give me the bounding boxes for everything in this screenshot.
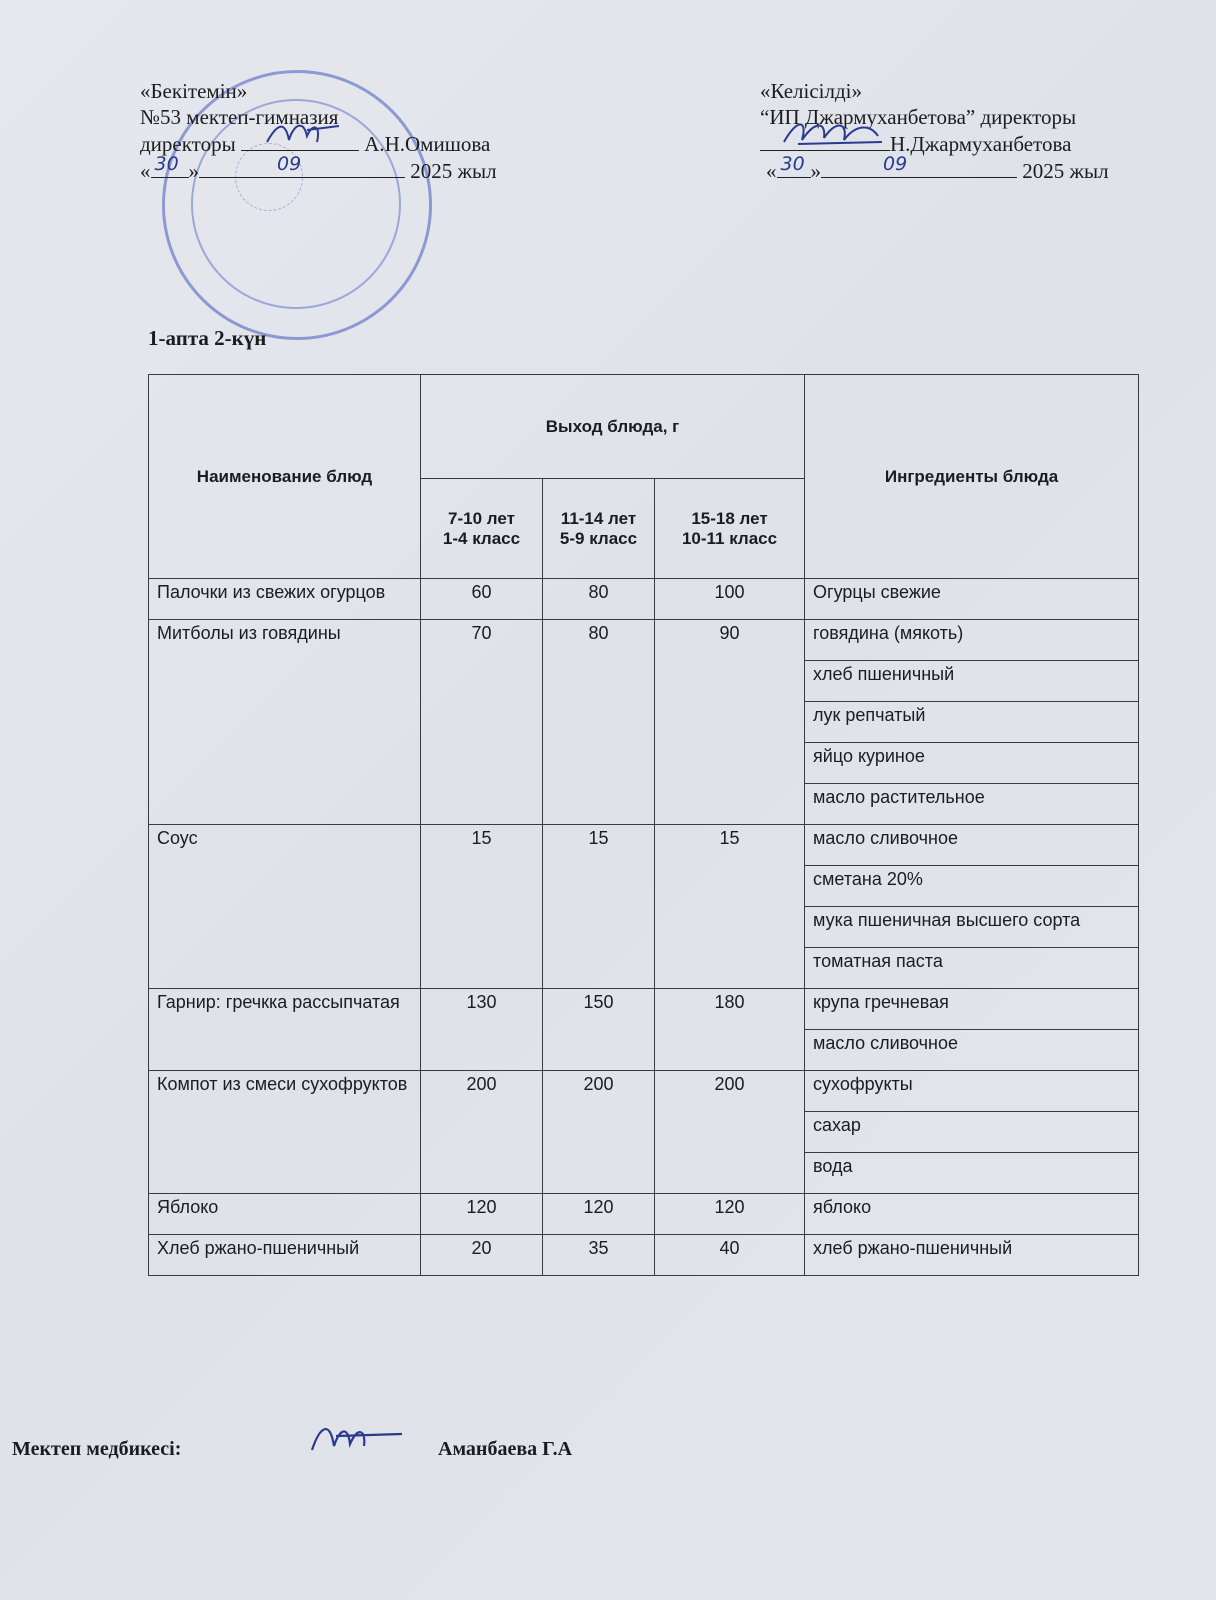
ingredient: говядина (мякоть): [805, 620, 1139, 661]
class-range: 1-4 класс: [442, 528, 521, 548]
ingredient: лук репчатый: [805, 702, 1139, 743]
table-row: [149, 825, 1139, 866]
dish-output-group-3: 180: [655, 989, 805, 1071]
agreement-block: [760, 78, 1109, 184]
table-row: [149, 1235, 1139, 1276]
dish-output-group-2: 35: [543, 1235, 655, 1276]
dish-name: Яблоко: [149, 1194, 421, 1235]
dish-output-group-3: 120: [655, 1194, 805, 1235]
menu-table-body: [149, 579, 1139, 1276]
dish-output-group-3: 40: [655, 1235, 805, 1276]
ingredient: томатная паста: [805, 948, 1139, 989]
dish-output-group-2: 150: [543, 989, 655, 1071]
ingredient: Огурцы свежие: [805, 579, 1139, 620]
dish-name: Компот из смеси сухофруктов: [149, 1071, 421, 1194]
nurse-signature: [306, 1416, 406, 1460]
age-group-header: [421, 479, 543, 579]
dish-output-group-1: 15: [421, 825, 543, 989]
age-group-header: [543, 479, 655, 579]
ingredient: сметана 20%: [805, 866, 1139, 907]
dish-output-group-2: 80: [543, 620, 655, 825]
agreement-date-close-quote: »: [810, 159, 821, 183]
ingredient: масло растительное: [805, 784, 1139, 825]
ingredient: масло сливочное: [805, 1030, 1139, 1071]
approval-director-line: [140, 130, 497, 157]
agreement-signature-line: [760, 130, 890, 151]
approval-date-close-quote: »: [188, 159, 199, 183]
ingredient: вода: [805, 1153, 1139, 1194]
agreement-signature: [778, 114, 888, 150]
ingredient: крупа гречневая: [805, 989, 1139, 1030]
dish-name: Митболы из говядины: [149, 620, 421, 825]
age-group-header: [655, 479, 805, 579]
agreement-month: 09: [883, 153, 908, 175]
dish-output-group-1: 20: [421, 1235, 543, 1276]
dish-output-group-3: 200: [655, 1071, 805, 1194]
dish-output-group-1: 70: [421, 620, 543, 825]
ingredient: сухофрукты: [805, 1071, 1139, 1112]
approval-block: [140, 78, 497, 184]
menu-table: [148, 374, 1139, 1276]
approval-month: 09: [277, 153, 302, 175]
ingredient: яйцо куриное: [805, 743, 1139, 784]
dish-output-group-2: 15: [543, 825, 655, 989]
agreement-day-field: [777, 153, 811, 178]
dish-output-group-1: 60: [421, 579, 543, 620]
approval-heading: «Бекітемін»: [140, 79, 248, 103]
approval-signature: [263, 116, 343, 150]
agreement-director-line: [760, 130, 1109, 157]
ingredient: хлеб пшеничный: [805, 661, 1139, 702]
table-row: [149, 620, 1139, 661]
dish-output-group-2: 80: [543, 579, 655, 620]
footer-label: Мектеп медбикесі:: [12, 1438, 182, 1460]
dish-output-group-1: 200: [421, 1071, 543, 1194]
approval-date-open-quote: «: [140, 159, 151, 183]
table-row: [149, 1194, 1139, 1235]
class-range: 5-9 класс: [559, 528, 638, 548]
approval-year: 2025 жыл: [410, 159, 497, 183]
menu-title: 1-апта 2-күн: [148, 326, 267, 350]
approval-month-field: [199, 153, 405, 178]
dish-name: Гарнир: гречкка рассыпчатая: [149, 989, 421, 1071]
agreement-director-name: Н.Джармуханбетова: [890, 132, 1072, 156]
ingredient: сахар: [805, 1112, 1139, 1153]
approval-director-label: директоры: [140, 132, 236, 156]
dish-output-group-3: 90: [655, 620, 805, 825]
approval-signature-line: [241, 130, 359, 151]
nurse-name: Аманбаева Г.А: [438, 1438, 573, 1460]
table-header-row: [149, 375, 1139, 479]
agreement-month-field: [821, 153, 1017, 178]
agreement-company: “ИП Джармуханбетова” директоры: [760, 105, 1077, 129]
dish-output-group-1: 120: [421, 1194, 543, 1235]
agreement-day: 30: [780, 153, 805, 175]
agreement-heading: «Келісілді»: [760, 79, 862, 103]
header-ingredients: Ингредиенты блюда: [805, 375, 1139, 579]
table-row: [149, 579, 1139, 620]
ingredient: яблоко: [805, 1194, 1139, 1235]
age-range: 7-10 лет: [448, 508, 515, 528]
table-row: [149, 1071, 1139, 1112]
dish-name: Соус: [149, 825, 421, 989]
approval-day-field: [151, 153, 189, 178]
agreement-date-open-quote: «: [766, 159, 777, 183]
ingredient: мука пшеничная высшего сорта: [805, 907, 1139, 948]
dish-name: Хлеб ржано-пшеничный: [149, 1235, 421, 1276]
dish-output-group-2: 200: [543, 1071, 655, 1194]
dish-output-group-3: 15: [655, 825, 805, 989]
header-dish-name: Наименование блюд: [149, 375, 421, 579]
agreement-date-line: [760, 153, 1109, 184]
ingredient: хлеб ржано-пшеничный: [805, 1235, 1139, 1276]
table-row: [149, 989, 1139, 1030]
approval-day: 30: [154, 153, 179, 175]
approval-director-name: А.Н.Омишова: [364, 132, 491, 156]
age-range: 15-18 лет: [691, 508, 768, 528]
ingredient: масло сливочное: [805, 825, 1139, 866]
age-range: 11-14 лет: [560, 508, 637, 528]
dish-output-group-3: 100: [655, 579, 805, 620]
dish-output-group-2: 120: [543, 1194, 655, 1235]
dish-name: Палочки из свежих огурцов: [149, 579, 421, 620]
approval-date-line: [140, 153, 497, 184]
header-output: Выход блюда, г: [421, 375, 805, 479]
dish-output-group-1: 130: [421, 989, 543, 1071]
agreement-year: 2025 жыл: [1022, 159, 1109, 183]
approval-school: №53 мектеп-гимназия: [140, 105, 339, 129]
class-range: 10-11 класс: [681, 528, 778, 548]
